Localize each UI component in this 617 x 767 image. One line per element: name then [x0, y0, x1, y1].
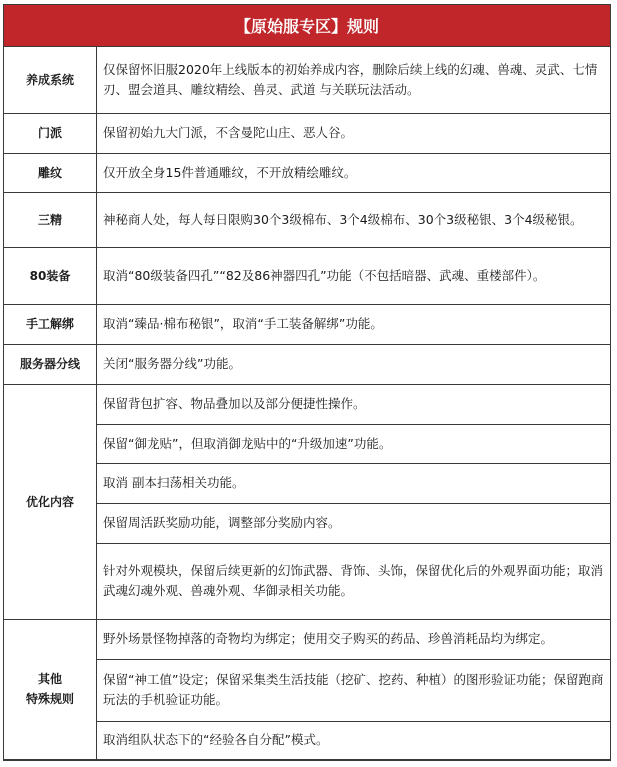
table-row — [4, 153, 610, 192]
content-cell: 针对外观模块，保留后续更新的幻饰武器、背饰、头饰，保留优化后的外观界面功能；取消武魂幻魂外观、兽魂外观、华御录相关功能。 — [97, 543, 611, 619]
category-cell-other — [4, 619, 97, 759]
content-cell: 保留周活跃奖励功能，调整部分奖励内容。 — [97, 503, 611, 543]
content-cell: 关闭“服务器分线”功能。 — [97, 344, 611, 384]
content-cell: 取消 副本扫荡相关功能。 — [97, 463, 611, 503]
table-row — [4, 304, 610, 344]
content-cell: 野外场景怪物掉落的奇物均为绑定；使用交子购买的药品、珍兽消耗品均为绑定。 — [97, 619, 611, 659]
category-line: 特殊规则 — [25, 692, 74, 706]
rules-table — [4, 47, 610, 760]
rules-table-frame — [3, 4, 611, 761]
table-row — [4, 344, 610, 384]
category-cell: 门派 — [4, 113, 97, 153]
table-row — [4, 384, 610, 424]
content-cell: 仅保留怀旧服2020年上线版本的初始养成内容，删除后续上线的幻魂、兽魂、灵武、七情刃、盟会道具、雕纹精绘、兽灵、武道 与关联玩法活动。 — [97, 47, 611, 113]
content-cell: 神秘商人处，每人每日限购30个3级棉布、3个4级棉布、30个3级秘银、3个4级秘银。 — [97, 192, 611, 247]
category-cell-optimize: 优化内容 — [4, 384, 97, 619]
content-cell: 取消组队状态下的“经验各自分配”模式。 — [97, 721, 611, 759]
content-cell: 保留背包扩容、物品叠加以及部分便捷性操作。 — [97, 384, 611, 424]
table-row — [4, 192, 610, 247]
table-title: 【原始服专区】规则 — [4, 5, 610, 47]
content-cell: 保留“神工值”设定；保留采集类生活技能（挖矿、挖药、种植）的图形验证功能；保留跑商玩法的手机验证功能。 — [97, 659, 611, 721]
table-row — [4, 247, 610, 304]
category-cell: 手工解绑 — [4, 304, 97, 344]
table-row — [4, 47, 610, 113]
category-cell: 80装备 — [4, 247, 97, 304]
category-line: 其他 — [37, 672, 62, 686]
content-cell: 保留“御龙贴”，但取消御龙贴中的“升级加速”功能。 — [97, 424, 611, 463]
table-row — [4, 113, 610, 153]
content-cell: 取消“臻品·棉布秘银”，取消“手工装备解绑”功能。 — [97, 304, 611, 344]
category-cell: 三精 — [4, 192, 97, 247]
content-cell: 取消“80级装备四孔”“82及86神器四孔”功能（不包括暗器、武魂、重楼部件）。 — [97, 247, 611, 304]
content-cell: 仅开放全身15件普通雕纹，不开放精绘雕纹。 — [97, 153, 611, 192]
category-cell: 养成系统 — [4, 47, 97, 113]
category-cell: 服务器分线 — [4, 344, 97, 384]
table-row — [4, 619, 610, 659]
category-cell: 雕纹 — [4, 153, 97, 192]
content-cell: 保留初始九大门派，不含曼陀山庄、恶人谷。 — [97, 113, 611, 153]
